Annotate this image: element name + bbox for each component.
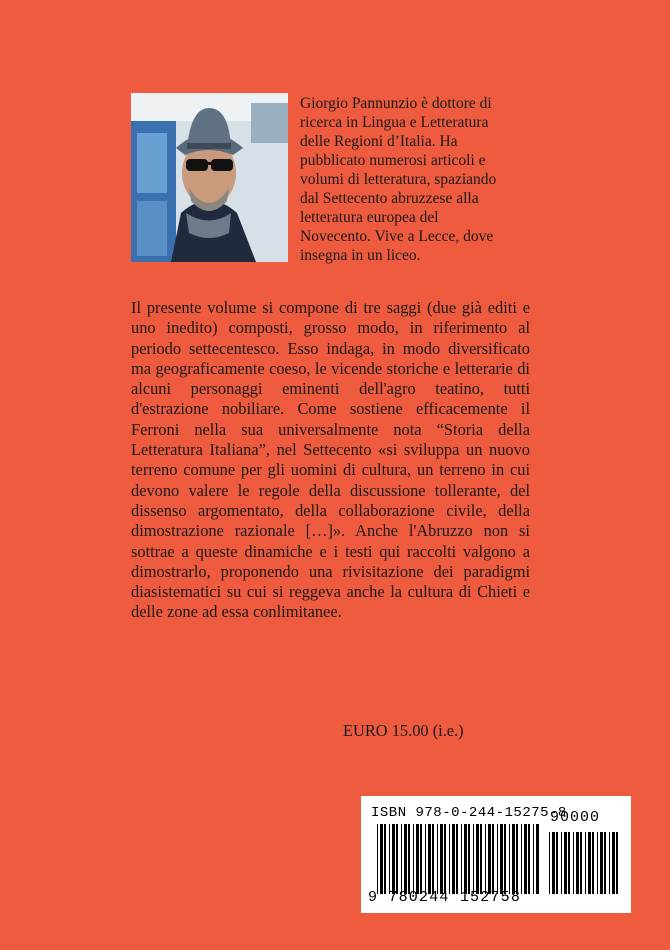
barcode-bar (452, 824, 455, 894)
barcode-bar (500, 824, 503, 894)
barcode-bar (592, 832, 594, 894)
barcode-digits: 9 780244 152758 (368, 889, 522, 906)
barcode-bar (432, 824, 434, 894)
barcode-bar (485, 824, 486, 894)
book-blurb-text: Il presente volume si compone di tre saggi (due già editi e uno inedito) composti, grosso modo, in riferimento al periodo settecentesco. Esso indaga, in modo diversificato ma geograficamente coeso, le vicende storiche e letterarie di alcuni personaggi eminenti dell'agro teatino, tutti d'estrazione nobiliare. Come sostiene efficacemente il Ferroni nella sua universalmente nota “Storia della Letteratura Italiana”, nel Settecento «si sviluppa un nuovo terreno comune per gli uomini di cultura, un terreno in cui devono valere le regole della discussione tollerante, del dissenso argomentato, della collaborazione civile, della dimostrazione razionale […]». Anche l'Abruzzo non si sottrae a queste dinamiche e i testi qui raccolti valgono a dimostrarlo, proponendo una rivisitazione dei paradigmi diasistematici su cui si reggeva anche la cultura di Chieti e delle zone ad essa conlimitanee. (131, 298, 530, 622)
barcode-bar (473, 824, 474, 894)
barcode-addon-number: 90000 (550, 809, 601, 826)
barcode-bar (556, 832, 558, 894)
barcode-bar (408, 824, 410, 894)
barcode-bar (588, 832, 591, 894)
author-photo (131, 93, 288, 262)
barcode-bar (609, 832, 610, 894)
barcode-bar (389, 824, 390, 894)
barcode-bar (404, 824, 407, 894)
barcode-bar (504, 824, 506, 894)
barcode-bar (461, 824, 462, 894)
barcode-bar (476, 824, 479, 894)
author-portrait-image (131, 93, 288, 262)
barcode-bar (516, 824, 518, 894)
author-bio-text: Giorgio Pannunzio è dottore di ricerca in Lingua e Letteratura delle Regioni d’Italia. Ha pubblicato numerosi articoli e volumi di letteratura, spaziando dal Settecento abruzzese alla letteratura europea del Novecento. Vive a Lecce, dove insegna in un liceo. (300, 95, 497, 264)
barcode-bar (524, 824, 527, 894)
barcode-bar (585, 832, 586, 894)
book-blurb (131, 298, 530, 623)
barcode-bar (580, 832, 582, 894)
barcode-bar (392, 824, 395, 894)
barcode-bar (449, 824, 450, 894)
barcode-bar (597, 832, 598, 894)
barcode-bar (401, 824, 402, 894)
barcode-bar (561, 832, 562, 894)
barcode-bar (552, 832, 555, 894)
barcode-bar (512, 824, 515, 894)
barcode-bar (384, 824, 386, 894)
barcode-bar (425, 824, 426, 894)
barcode-bar (576, 832, 579, 894)
barcode-bar (377, 824, 378, 894)
barcode-bar (480, 824, 482, 894)
barcode-bar (528, 824, 530, 894)
barcode-bar (521, 824, 522, 894)
barcode-bar (420, 824, 422, 894)
barcode-bar (568, 832, 570, 894)
barcode-bar (509, 824, 510, 894)
barcode-bar (396, 824, 398, 894)
barcode-bar (564, 832, 567, 894)
barcode-bar (549, 832, 550, 894)
barcode-bar (497, 824, 498, 894)
barcode-bar (604, 832, 606, 894)
barcode-bar (380, 824, 383, 894)
author-bio (300, 94, 500, 265)
barcode-bar (573, 832, 574, 894)
barcode-bar (616, 832, 618, 894)
barcode-bar (468, 824, 470, 894)
barcode-bar (492, 824, 494, 894)
isbn-label: ISBN 978-0-244-15275-8 (371, 805, 567, 821)
barcode-bar (437, 824, 438, 894)
isbn-barcode (361, 796, 631, 913)
barcode-bar (440, 824, 443, 894)
barcode-bar (488, 824, 491, 894)
price-text: EURO 15.00 (i.e.) (343, 721, 464, 740)
barcode-bar (536, 824, 539, 894)
barcode-bar (533, 824, 534, 894)
barcode-bar (612, 832, 615, 894)
barcode-bar (464, 824, 467, 894)
barcode-bar (456, 824, 458, 894)
barcode-bar (428, 824, 431, 894)
barcode-bar (444, 824, 446, 894)
barcode-bar (600, 832, 603, 894)
barcode-bar (413, 824, 414, 894)
barcode-bar (416, 824, 419, 894)
